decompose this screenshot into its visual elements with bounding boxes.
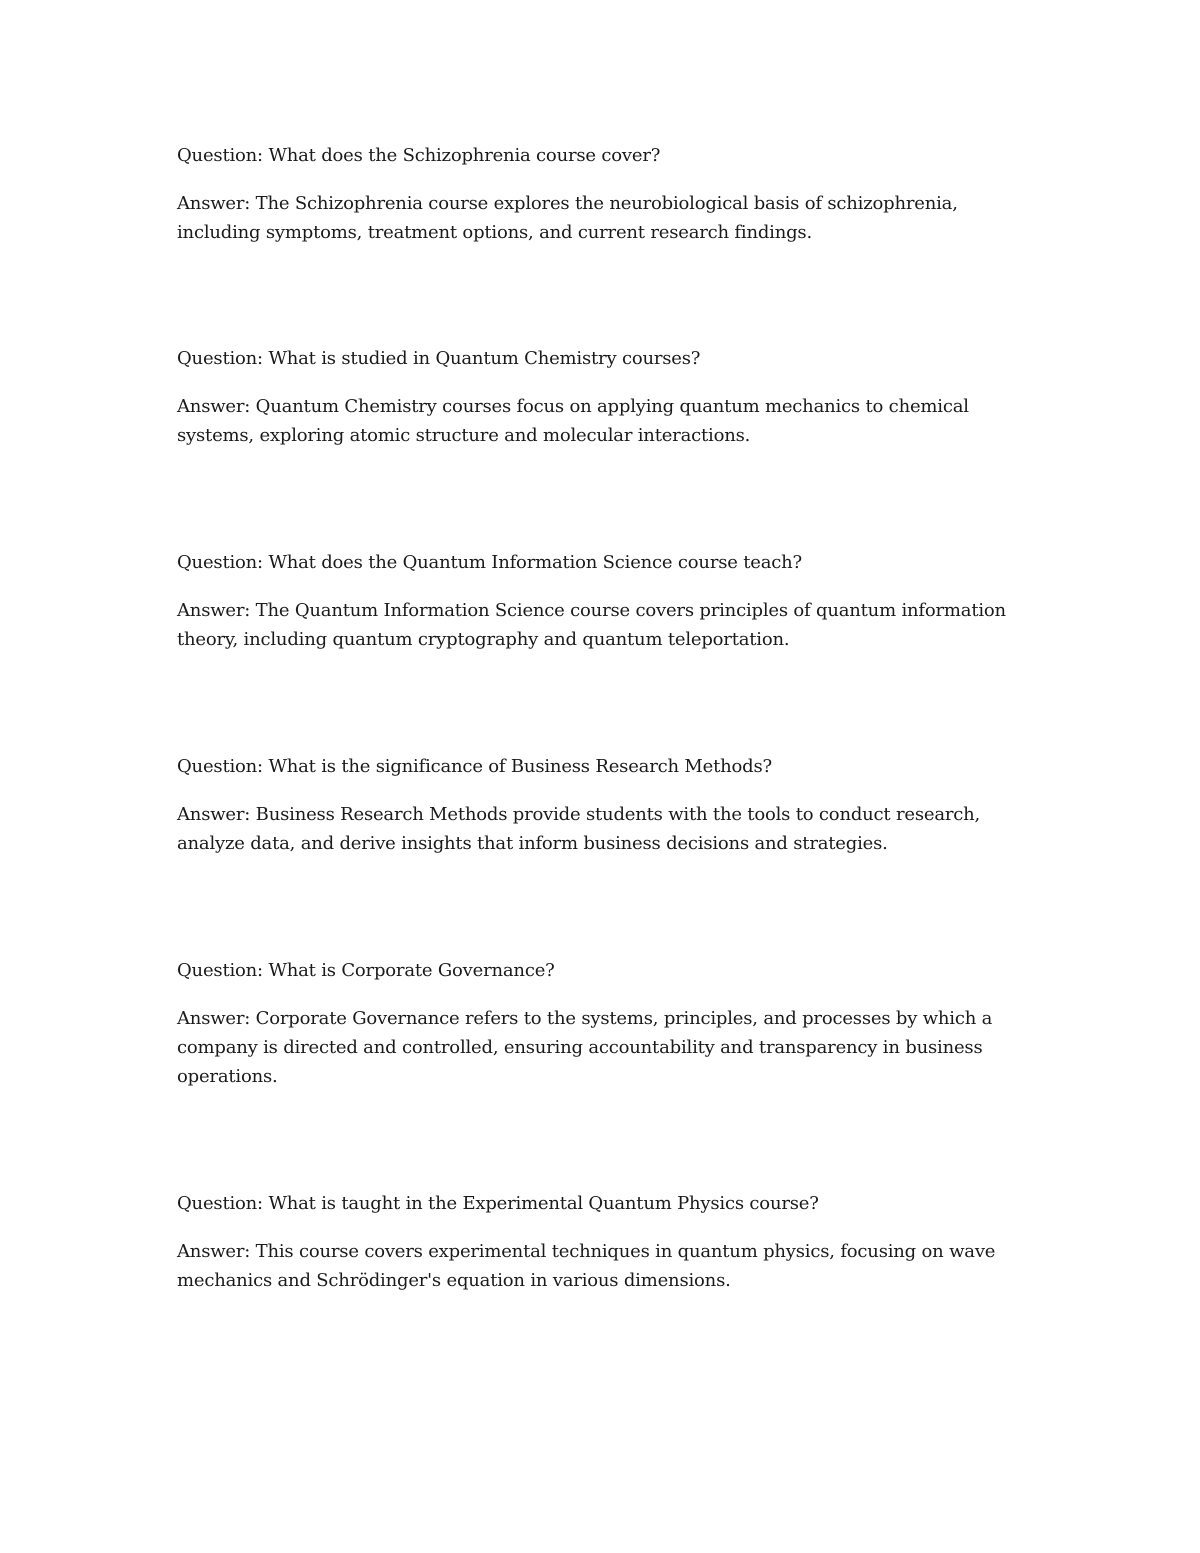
qa-block: [177, 548, 1027, 654]
answer-text: Answer: The Schizophrenia course explores the neurobiological basis of schizophrenia, including symptoms, treatment options, and current research findings.: [177, 193, 958, 243]
question-text: Question: What does the Schizophrenia course cover?: [177, 145, 661, 166]
qa-block: [177, 752, 1027, 858]
question-text: Question: What is studied in Quantum Chemistry courses?: [177, 348, 701, 369]
answer-text: Answer: Corporate Governance refers to the systems, principles, and processes by which a company is directed and controlled, ensuring accountability and transparency in business operations.: [177, 1008, 993, 1087]
question-text: Question: What is Corporate Governance?: [177, 960, 555, 981]
answer-text: Answer: This course covers experimental techniques in quantum physics, focusing on wave mechanics and Schrödinger's equation in various dimensions.: [177, 1241, 996, 1291]
question-text: Question: What is taught in the Experimental Quantum Physics course?: [177, 1193, 819, 1214]
answer-text: Answer: Quantum Chemistry courses focus on applying quantum mechanics to chemical systems, exploring atomic structure and molecular interactions.: [177, 396, 969, 446]
answer-text: Answer: Business Research Methods provide students with the tools to conduct research, analyze data, and derive insights that inform business decisions and strategies.: [177, 804, 981, 854]
qa-block: [177, 1189, 1027, 1295]
qa-block: [177, 956, 1027, 1091]
question-text: Question: What is the significance of Business Research Methods?: [177, 756, 772, 777]
qa-block: [177, 344, 1027, 450]
qa-block: [177, 141, 1027, 247]
answer-text: Answer: The Quantum Information Science course covers principles of quantum information theory, including quantum cryptography and quantum teleportation.: [177, 600, 1006, 650]
question-text: Question: What does the Quantum Information Science course teach?: [177, 552, 802, 573]
